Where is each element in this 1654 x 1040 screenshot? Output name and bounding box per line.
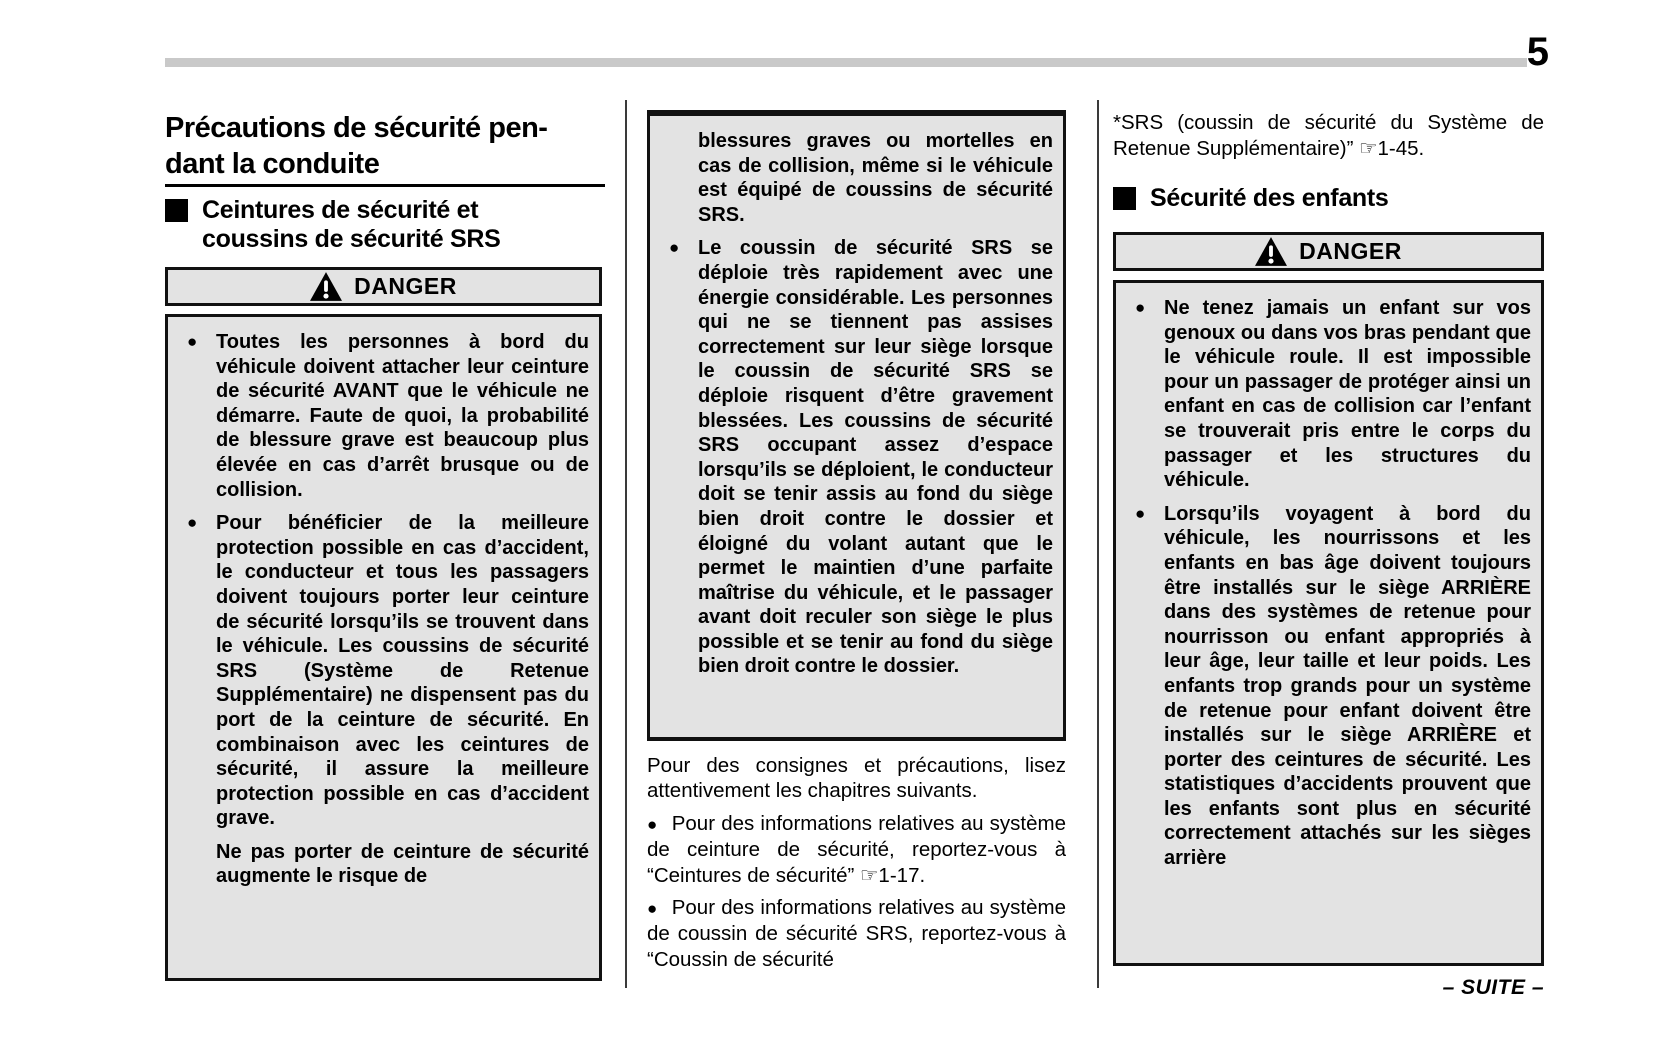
- danger-bullet: ● Lorsqu’ils voyagent à bord du véhicule, les nourrissons et les enfants en bas âge doivent toujours être installés sur le siège ARRIÈRE dans des systèmes de retenue pour nourrisson ou enfant appropriés à leur âge, leur taille et leur poids. Les enfants trop grands pour un système de retenue pour enfant doivent être installés sur le siège ARRIÈRE et porter des ceintures de sécurité. Les statistiques d’accidents prouvent que les enfants sont plus en sécurité correctement attachés sur les sièges arrière: [1116, 502, 1541, 871]
- section-title-line2: dant la conduite: [165, 148, 380, 180]
- danger-bullet: ● Ne tenez jamais un enfant sur vos genoux ou dans vos bras pendant que le véhicule roule. Il est impossible pour un passager de protéger ainsi un enfant en cas de collision car l’enfant se trouverait pris entre le corps du passager et les structures du véhicule.: [1116, 296, 1541, 493]
- danger-box-children: [1113, 280, 1544, 966]
- danger-continued-text: blessures graves ou mortelles en cas de collision, même si le véhicule est équipé de coussins de sécurité SRS.: [698, 130, 1053, 226]
- subheading-line1: Ceintures de sécurité et: [202, 196, 479, 224]
- black-square-icon: [165, 199, 188, 222]
- warning-triangle-icon: [1255, 237, 1287, 266]
- danger-label: DANGER: [1299, 238, 1402, 264]
- black-square-icon: [1113, 187, 1136, 210]
- reference-text: Pour des informations relatives au système de ceinture de sécurité, reportez-vous à “Ceintures de sécurité” ☞1-17.: [647, 811, 1066, 887]
- subheading-line2: coussins de sécurité SRS: [202, 225, 501, 253]
- danger-bullet: ● Toutes les personnes à bord du véhicule doivent attacher leur ceinture de sécurité AVANT que le véhicule ne démarre. Faute de quoi, la probabilité de blessure grave est beaucoup plus élevée en cas d’arrêt brusque ou de collision.: [168, 330, 599, 502]
- bullet-icon: ●: [647, 899, 658, 919]
- continuation-label: – SUITE –: [1442, 976, 1544, 999]
- intro-paragraph: Pour des consignes et précautions, lisez attentivement les chapitres suivants.: [647, 754, 1066, 803]
- reference-text: Pour des informations relatives au système de coussin de sécurité SRS, reportez-vous à “Coussin de sécurité: [647, 896, 1066, 971]
- danger-header-children: [1113, 232, 1544, 271]
- danger-continuation-text: Ne pas porter de ceinture de sécurité augmente le risque de: [216, 840, 589, 888]
- body-text-block: [647, 753, 1066, 1040]
- danger-box-seatbelts: [165, 314, 602, 981]
- danger-header-seatbelts: [165, 267, 602, 306]
- danger-bullet: ● Pour bénéficier de la meilleure protection possible en cas d’accident, le conducteur et tous les passagers doivent toujours porter leur ceinture de sécurité lorsqu’ils se trouvent dans le véhicule. Les coussins de sécurité SRS (Système de Retenue Supplémentaire) ne dispensent pas du port de la ceinture de sécurité. En combinaison avec les ceintures de sécurité, il assure la meilleure protection possible en cas d’accident grave.: [168, 511, 599, 831]
- section-title-line1: Précautions de sécurité pen-: [165, 112, 548, 144]
- danger-box-seatbelts-continued: [647, 110, 1066, 741]
- header-rule-bar: [165, 58, 1527, 67]
- bullet-icon: ●: [647, 814, 658, 834]
- subsection-heading-children: [1113, 184, 1581, 213]
- title-underline: [165, 184, 605, 187]
- page-number: 5: [1526, 30, 1548, 74]
- reference-bullet: [647, 895, 1066, 972]
- srs-footnote: *SRS (coussin de sécurité du Système de Retenue Supplémentaire)” ☞1-45.: [1113, 111, 1544, 160]
- column-divider-right: [1097, 100, 1099, 988]
- section-title: [165, 110, 610, 182]
- subheading-text: Sécurité des enfants: [1150, 184, 1389, 212]
- subsection-heading-seatbelts: [165, 196, 642, 254]
- danger-bullet: ● Le coussin de sécurité SRS se déploie très rapidement avec une énergie considérable. Les personnes qui ne se tiennent pas assises correctement sur leur siège lorsque le coussin de sécurité SRS se déploie risquent d’être gravement blessées. Les coussins de sécurité SRS occupant assez d’espace lorsqu’ils se déploient, le conducteur doit se tenir assis au fond du siège bien droit contre le dossier et éloigné du volant autant que le permet le maintien d’une parfaite maîtrise du véhicule, et le passager avant doit reculer son siège le plus possible et se tenir au fond du siège bien droit contre le dossier.: [650, 236, 1063, 679]
- warning-triangle-icon: [310, 272, 342, 301]
- danger-label: DANGER: [354, 273, 457, 299]
- reference-bullet: [647, 811, 1066, 888]
